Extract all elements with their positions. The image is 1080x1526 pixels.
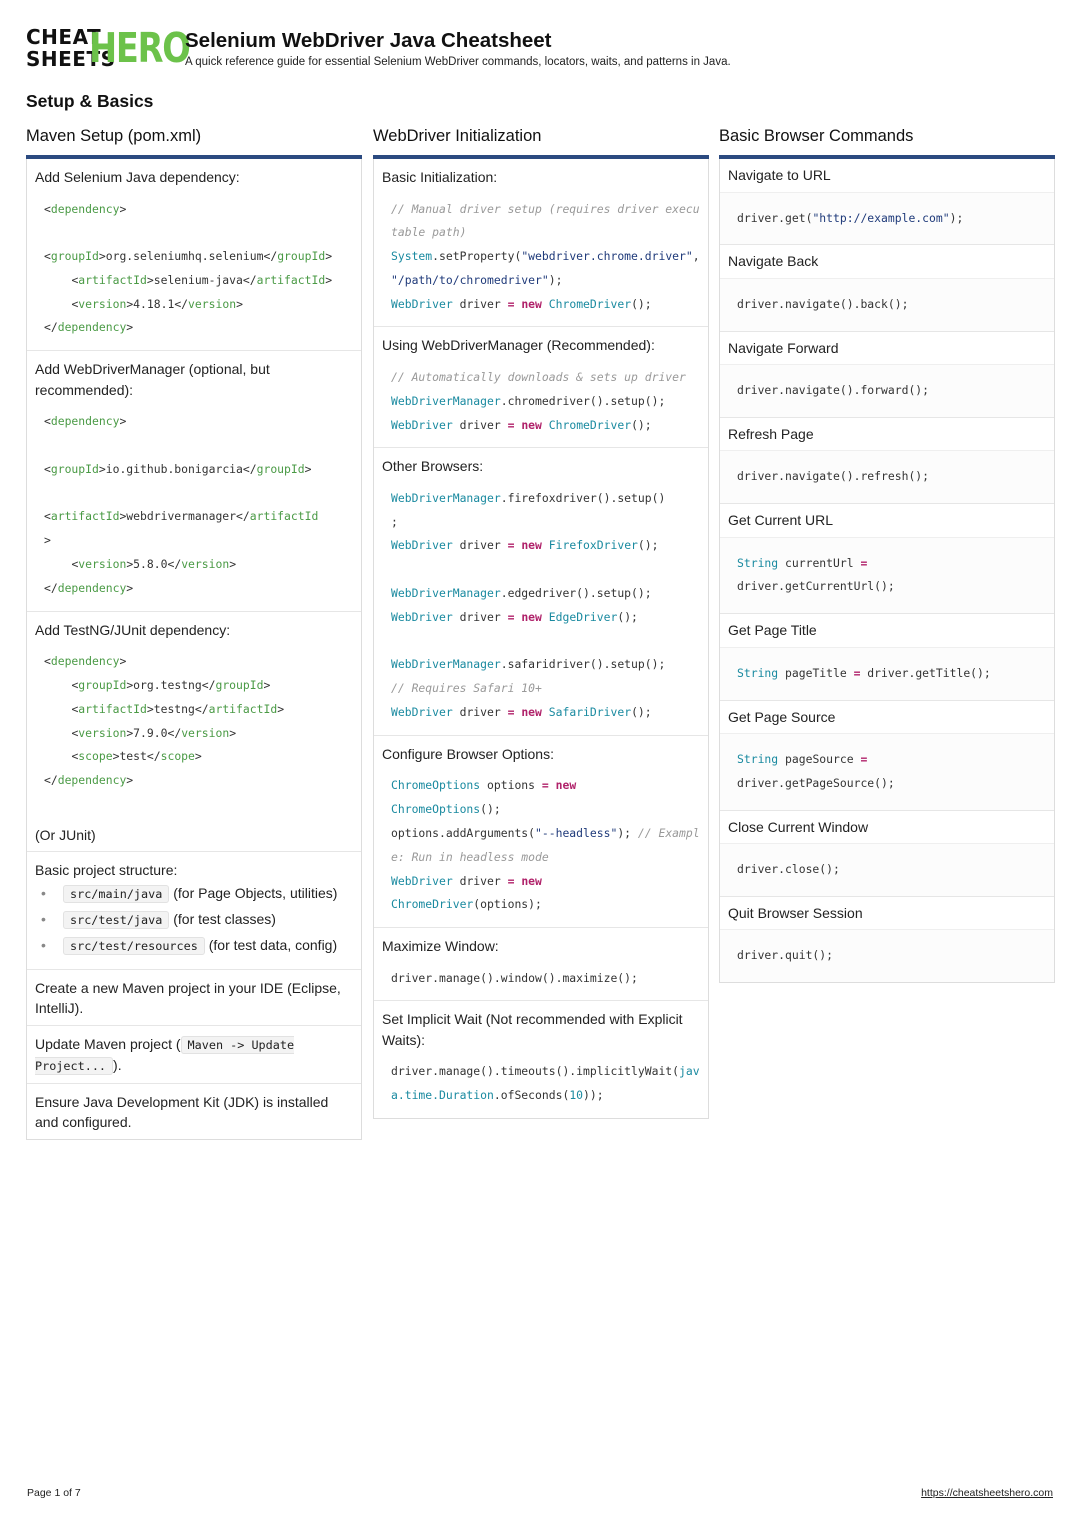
code-block: String currentUrl = driver.getCurrentUrl(); (720, 538, 1054, 614)
row-label: Add TestNG/JUnit dependency: (35, 621, 231, 638)
row-label: Configure Browser Options: (382, 745, 554, 762)
row-label: Using WebDriverManager (Recommended): (382, 337, 655, 354)
card-row (374, 928, 708, 1001)
row-label: Other Browsers: (382, 458, 484, 475)
list-item (41, 933, 353, 959)
card-row (27, 351, 361, 611)
card-row (720, 159, 1054, 245)
column-title: Basic Browser Commands (719, 127, 914, 145)
inline-code: src/main/java (63, 885, 169, 903)
page-subtitle: A quick reference guide for essential Selenium WebDriver commands, locators, waits, and patterns in Java. (185, 56, 731, 68)
bullet-list (27, 881, 361, 969)
row-label: Ensure Java Development Kit (JDK) is installed and configured. (35, 1093, 329, 1131)
card-row (374, 159, 708, 327)
list-item-text: (for test classes) (173, 910, 276, 927)
card-row (27, 852, 361, 970)
column-webdriver-init (373, 124, 709, 1119)
row-label-text: ). (113, 1057, 122, 1074)
card-row (720, 614, 1054, 700)
code-block: driver.close(); (720, 844, 1054, 896)
row-label: Get Current URL (720, 504, 1054, 538)
code-block: driver.navigate().forward(); (720, 365, 1054, 417)
card-row (27, 970, 361, 1026)
list-item (41, 907, 353, 933)
row-label: Refresh Page (720, 418, 1054, 452)
column-card (26, 159, 362, 1140)
code-block: <dependency> <groupId>io.github.bonigarcia</groupId> <artifactId>webdrivermanager</artifactId > <version>5.8.0</version> </dependency> (27, 406, 361, 610)
card-row (720, 245, 1054, 331)
inline-code: src/test/java (63, 911, 169, 929)
card-row (720, 418, 1054, 504)
column-card (719, 159, 1055, 983)
row-label: Get Page Source (720, 701, 1054, 735)
code-block: WebDriverManager.firefoxdriver().setup() ; WebDriver driver = new FirefoxDriver(); WebDriverManager.edgedriver().setup(); WebDriver driver = new EdgeDriver(); WebDriverManager.safaridriver().setup(); // Requires Safari 10+ WebDriver driver = new SafariDriver(); (374, 483, 708, 735)
card-row (720, 332, 1054, 418)
row-label: Basic project structure: (35, 862, 178, 879)
card-row (720, 897, 1054, 982)
row-label: Navigate Forward (720, 332, 1054, 366)
row-label-text: Update Maven project ( (35, 1035, 181, 1052)
logo[interactable] (26, 24, 190, 72)
row-label: Quit Browser Session (720, 897, 1054, 931)
column-title: Maven Setup (pom.xml) (26, 127, 202, 145)
card-row (27, 1026, 361, 1084)
logo-word-sheets: SHEETS (26, 47, 116, 71)
list-item-text: (for test data, config) (208, 936, 338, 953)
code-block: // Automatically downloads & sets up driver WebDriverManager.chromedriver().setup(); WebDriver driver = new ChromeDriver(); (374, 362, 708, 447)
column-browser-commands (719, 124, 1055, 983)
card-row (720, 701, 1054, 811)
card-row (374, 736, 708, 928)
logo-word-hero: HERO (89, 24, 190, 72)
site-link[interactable]: https://cheatsheetshero.com (921, 1487, 1053, 1499)
row-label: Add Selenium Java dependency: (35, 169, 240, 185)
code-block: String pageSource = driver.getPageSource(); (720, 734, 1054, 810)
card-row (27, 612, 361, 853)
code-block: driver.quit(); (720, 930, 1054, 982)
code-block: // Manual driver setup (requires driver executable path) System.setProperty("webdriver.chrome.driver", "/path/to/chromedriver"); WebDriver driver = new ChromeDriver(); (374, 194, 708, 327)
inline-code: Maven -> Update Project... (35, 1037, 295, 1074)
card-row (720, 504, 1054, 614)
code-block: driver.get("http://example.com"); (720, 193, 1054, 245)
code-block: ChromeOptions options = new ChromeOptions(); options.addArguments("--headless"); // Example: Run in headless mode WebDriver driver = new ChromeDriver(options); (374, 770, 708, 927)
row-label: Maximize Window: (382, 938, 499, 955)
row-label: Basic Initialization: (382, 169, 498, 185)
page-title: Selenium WebDriver Java Cheatsheet (185, 29, 552, 52)
row-label: Navigate Back (720, 245, 1054, 279)
row-label: Close Current Window (720, 811, 1054, 845)
code-block: String pageTitle = driver.getTitle(); (720, 648, 1054, 700)
column-maven-setup (26, 124, 362, 1140)
code-block: driver.manage().timeouts().implicitlyWait(java.time.Duration.ofSeconds(10)); (374, 1056, 708, 1118)
card-row (720, 811, 1054, 897)
inline-code: src/test/resources (63, 937, 205, 955)
row-label: Set Implicit Wait (Not recommended with Explicit Waits): (382, 1011, 683, 1048)
code-block: driver.manage().window().maximize(); (374, 963, 708, 1001)
code-block: driver.navigate().back(); (720, 279, 1054, 331)
code-block: driver.navigate().refresh(); (720, 451, 1054, 503)
row-label: Add WebDriverManager (optional, but recommended): (35, 361, 270, 398)
section-title: Setup & Basics (26, 91, 154, 111)
row-label: Navigate to URL (720, 159, 1054, 193)
row-label: Create a new Maven project in your IDE (Eclipse, IntelliJ). (35, 979, 341, 1017)
code-block: <dependency> <groupId>org.seleniumhq.selenium</groupId> <artifactId>selenium-java</artifactId> <version>4.18.1</version> </dependency> (27, 194, 361, 351)
card-row (27, 1084, 361, 1139)
card-row (374, 1001, 708, 1118)
card-row (374, 448, 708, 735)
list-item-text: (for Page Objects, utilities) (173, 884, 338, 901)
row-label (27, 1026, 361, 1083)
page-number: Page 1 of 7 (27, 1487, 81, 1499)
code-block: <dependency> <groupId>org.testng</groupId> <artifactId>testng</artifactId> <version>7.9.0</version> <scope>test</scope> </dependency> (27, 646, 361, 823)
column-card (373, 159, 709, 1119)
card-row (27, 159, 361, 351)
logo-word-cheat: CHEAT (26, 25, 102, 49)
card-row (374, 327, 708, 448)
row-label: (Or JUnit) (35, 826, 96, 843)
column-title: WebDriver Initialization (373, 127, 542, 145)
list-item (41, 881, 353, 907)
row-label: Get Page Title (720, 614, 1054, 648)
